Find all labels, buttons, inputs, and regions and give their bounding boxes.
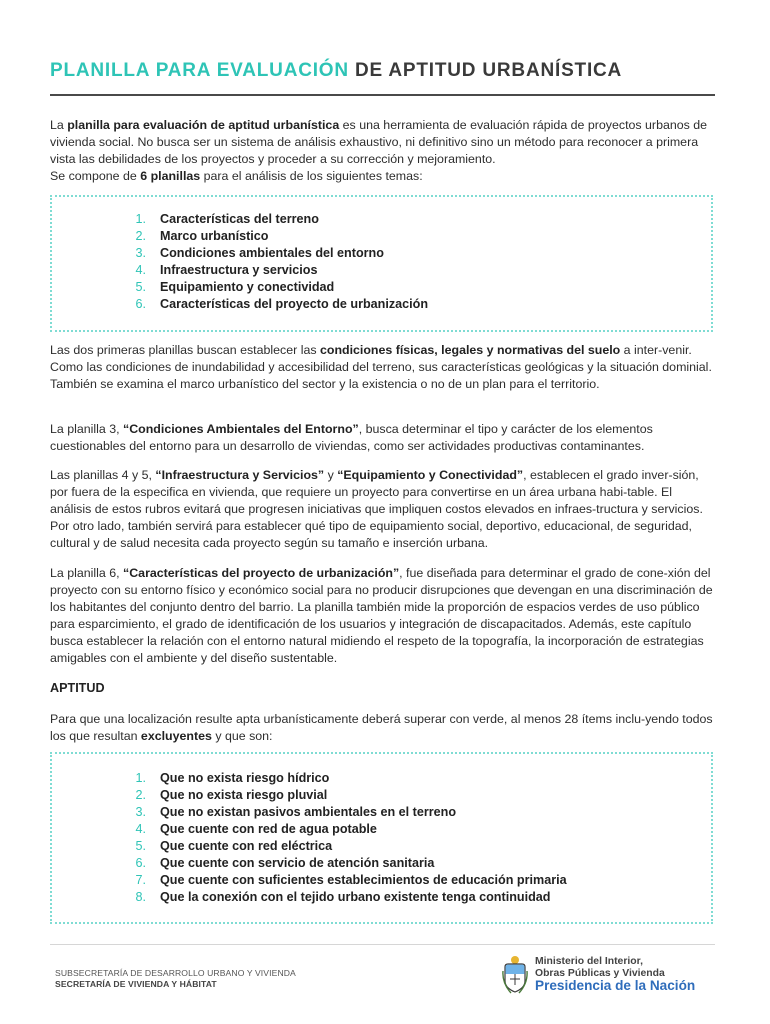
- list-item: 1. Que no exista riesgo hídrico: [135, 771, 330, 785]
- footer-ministry-logo: [502, 955, 717, 997]
- title-part-2: DE APTITUD URBANÍSTICA: [355, 60, 623, 81]
- list-item: 4. Infraestructura y servicios: [135, 263, 318, 277]
- list-item: 1. Características del terreno: [135, 212, 319, 226]
- list-item: 2. Marco urbanístico: [135, 229, 269, 243]
- list-item: 8. Que la conexión con el tejido urbano existente tenga continuidad: [135, 890, 551, 904]
- paragraph-aptitud: Para que una localización resulte apta urbanísticamente deberá superar con verde, al menos 28 ítems inclu-yendo todos los que resultan excluyentes y que son:: [50, 712, 713, 743]
- list-item: 5. Que cuente con red eléctrica: [135, 839, 333, 853]
- list-item: 6. Características del proyecto de urbanización: [135, 297, 429, 311]
- ministry-name: Ministerio del Interior, Obras Públicas y Vivienda: [535, 956, 665, 979]
- paragraph-planillas-1-2: Las dos primeras planillas buscan establecer las condiciones físicas, legales y normativas del suelo a inter-venir. Como las condiciones de inundabilidad y accesibilidad del terreno, sus características geológicas y la situación dominial. También se examina el marco urbanístico del sector y la existencia o no de un plan para el territorio.: [50, 343, 712, 391]
- list-item: 4. Que cuente con red de agua potable: [135, 822, 377, 836]
- coat-of-arms-icon: [502, 955, 528, 997]
- intro-paragraph: La planilla para evaluación de aptitud urbanística es una herramienta de evaluación rápida de proyectos urbanos de vivienda social. No busca ser un sistema de análisis exhaustivo, ni definitivo sino un método para reconocer a primera vista las debilidades de los proyectos y proceder a su corrección y mejoramiento. Se compone de 6 planillas para el análisis de los siguientes temas:: [50, 118, 708, 183]
- list-item: 3. Condiciones ambientales del entorno: [135, 246, 384, 260]
- footer-divider: [50, 944, 715, 945]
- paragraph-planillas-4-5: Las planillas 4 y 5, “Infraestructura y Servicios” y “Equipamiento y Conectividad”, establecen el grado inver-sión, por fuera de la especifica en vivienda, que requiere un proyecto para convertirse en un área urbana habi-table. El análisis de estos rubros evitará que progresen iniciativas que impliquen costos elevados en infraes-tructura y servicios. Por otro lado, también servirá para establecer qué tipo de equipamiento social, deportivo, educacional, de seguridad, cultural y de salud necesita cada proyecto según su tamaño e inserción urbana.: [50, 468, 703, 550]
- title-part-1: PLANILLA PARA EVALUACIÓN: [50, 60, 349, 81]
- footer-line-1: SUBSECRETARÍA DE DESARROLLO URBANO Y VIVIENDA: [55, 968, 296, 978]
- paragraph-planilla-3: La planilla 3, “Condiciones Ambientales del Entorno”, busca determinar el tipo y carácter de los elementos cuestionables del entorno para un desarrollo de viviendas, como ser actividades productivas contaminantes.: [50, 422, 653, 453]
- list-item: 7. Que cuente con suficientes establecimientos de educación primaria: [135, 873, 567, 887]
- topics-list: [100, 211, 600, 313]
- page-title: [50, 60, 715, 82]
- footer-secretariat: [55, 968, 296, 990]
- presidencia-label: Presidencia de la Nación: [535, 978, 696, 993]
- list-item: 5. Equipamiento y conectividad: [135, 280, 335, 294]
- list-item: 6. Que cuente con servicio de atención sanitaria: [135, 856, 435, 870]
- list-item: 2. Que no exista riesgo pluvial: [135, 788, 328, 802]
- paragraph-planilla-6: La planilla 6, “Características del proyecto de urbanización”, fue diseñada para determinar el grado de cone-xión del proyecto con su entorno físico y económico social para no producir disrupciones que devengan en una discriminación de los habitantes del conjunto dentro del barrio. La planilla también mide la proporción de espacios verdes de uso público para esparcimiento, el grado de identificación de los usuarios y integración de discapacitados. Además, este capítulo busca establecer la relación con el entorno natural midiendo el respeto de la topografía, la incorporación de estrategias amigables con el ambiente y del diseño sustentable.: [50, 566, 713, 665]
- requirements-list: [100, 770, 600, 906]
- title-underline: [50, 94, 715, 96]
- aptitud-heading: APTITUD: [50, 681, 105, 695]
- footer-line-2: SECRETARÍA DE VIVIENDA Y HÁBITAT: [55, 979, 217, 989]
- list-item: 3. Que no existan pasivos ambientales en el terreno: [135, 805, 457, 819]
